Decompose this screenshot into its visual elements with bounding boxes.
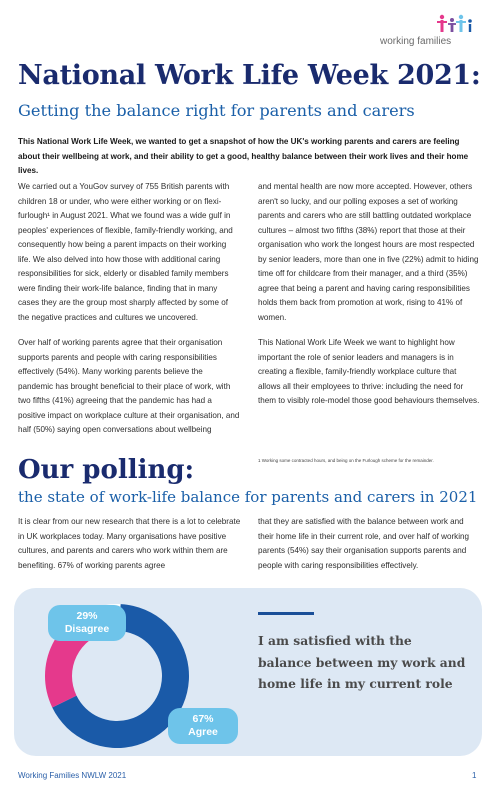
body-column-left bbox=[18, 180, 240, 449]
quote-text: I am satisfied with the balance between my work and home life in my current role bbox=[258, 633, 466, 691]
callout-agree bbox=[168, 708, 238, 744]
quote-divider bbox=[258, 612, 314, 615]
logo-text: working families bbox=[380, 36, 452, 47]
agree-percent: 67% bbox=[192, 713, 214, 725]
family-figures-icon bbox=[380, 14, 480, 36]
body-column-right bbox=[258, 180, 480, 420]
callout-disagree bbox=[48, 605, 126, 641]
disagree-percent: 29% bbox=[76, 610, 98, 622]
body-paragraph: We carried out a YouGov survey of 755 British parents with children 18 or under, who were either working or on flexi-furlough¹ in August 2021. What we found was a wide gulf in peoples' experiences of flexible, family-friendly working, and consequently how being a parent impacts on their working life. We also delved into how those with additional caring responsibilities for sick, elderly or disabled family members were finding their work-life balance, finding that in many cases they are the group most sharply affected by some of the negative practices and cultures we uncovered. bbox=[18, 182, 233, 322]
body-paragraph: and mental health are now more accepted. However, others aren't so lucky, and our polling exposes a set of working parents and carers who are still battling outdated workplace cultures – almost two fifths (38%) report that those at their organisation who work the longest hours are most respected by senior leaders, more than one in five (22%) admit to hiding time off for childcare from their manager, and a third (35%) agree that being a parent and having caring responsibilities holds them back from promotion at work, rising to 41% of women. bbox=[258, 182, 479, 322]
footer-text: Working Families NWLW 2021 bbox=[18, 771, 127, 780]
section-title: Our polling: bbox=[18, 455, 195, 485]
intro-paragraph: This National Work Life Week, we wanted to get a snapshot of how the UK's working parents and carers are feeling about their wellbeing at work, and their ability to get a good, healthy balance between their work lives and their home lives. bbox=[18, 137, 469, 175]
body-paragraph: This National Work Life Week we want to highlight how important the role of senior leaders and managers is in creating a flexible, family-friendly workplace culture that allows all their employees to thrive: including the need for them to visibly role-model those good behaviours themselves. bbox=[258, 338, 480, 405]
page-title: National Work Life Week 2021: bbox=[18, 60, 481, 91]
polling-column-left: It is clear from our new research that there is a lot to celebrate in UK workplaces today. Many organisations have positive cultures, and parents and carers who work within them are benefiting. 67% of working parents agree bbox=[18, 517, 241, 570]
page-number: 1 bbox=[472, 771, 477, 780]
disagree-label: Disagree bbox=[64, 623, 110, 635]
agree-label: Agree bbox=[188, 726, 218, 738]
body-paragraph: Over half of working parents agree that their organisation supports parents and people with caring responsibilities effectively (54%). Many working parents believe the pandemic has brought beneficial to their place of work, with two fifths (41%) agreeing that the pandemic has had a positive impact on workplace culture at their organisation, and half (50%) saying open conversations about wellbeing bbox=[18, 338, 240, 434]
section-subtitle: the state of work-life balance for parents and carers in 2021 bbox=[18, 488, 478, 506]
logo bbox=[380, 14, 480, 54]
page-subtitle: Getting the balance right for parents and carers bbox=[18, 101, 415, 120]
footnote: 1 Working some contracted hours, and being on the Furlough scheme for the remainder. bbox=[258, 458, 434, 463]
polling-column-right: that they are satisfied with the balance between work and their home life in their current role, and over half of working parents (54%) say their organisation supports parents and people with caring responsibilities effectively. bbox=[258, 517, 469, 570]
